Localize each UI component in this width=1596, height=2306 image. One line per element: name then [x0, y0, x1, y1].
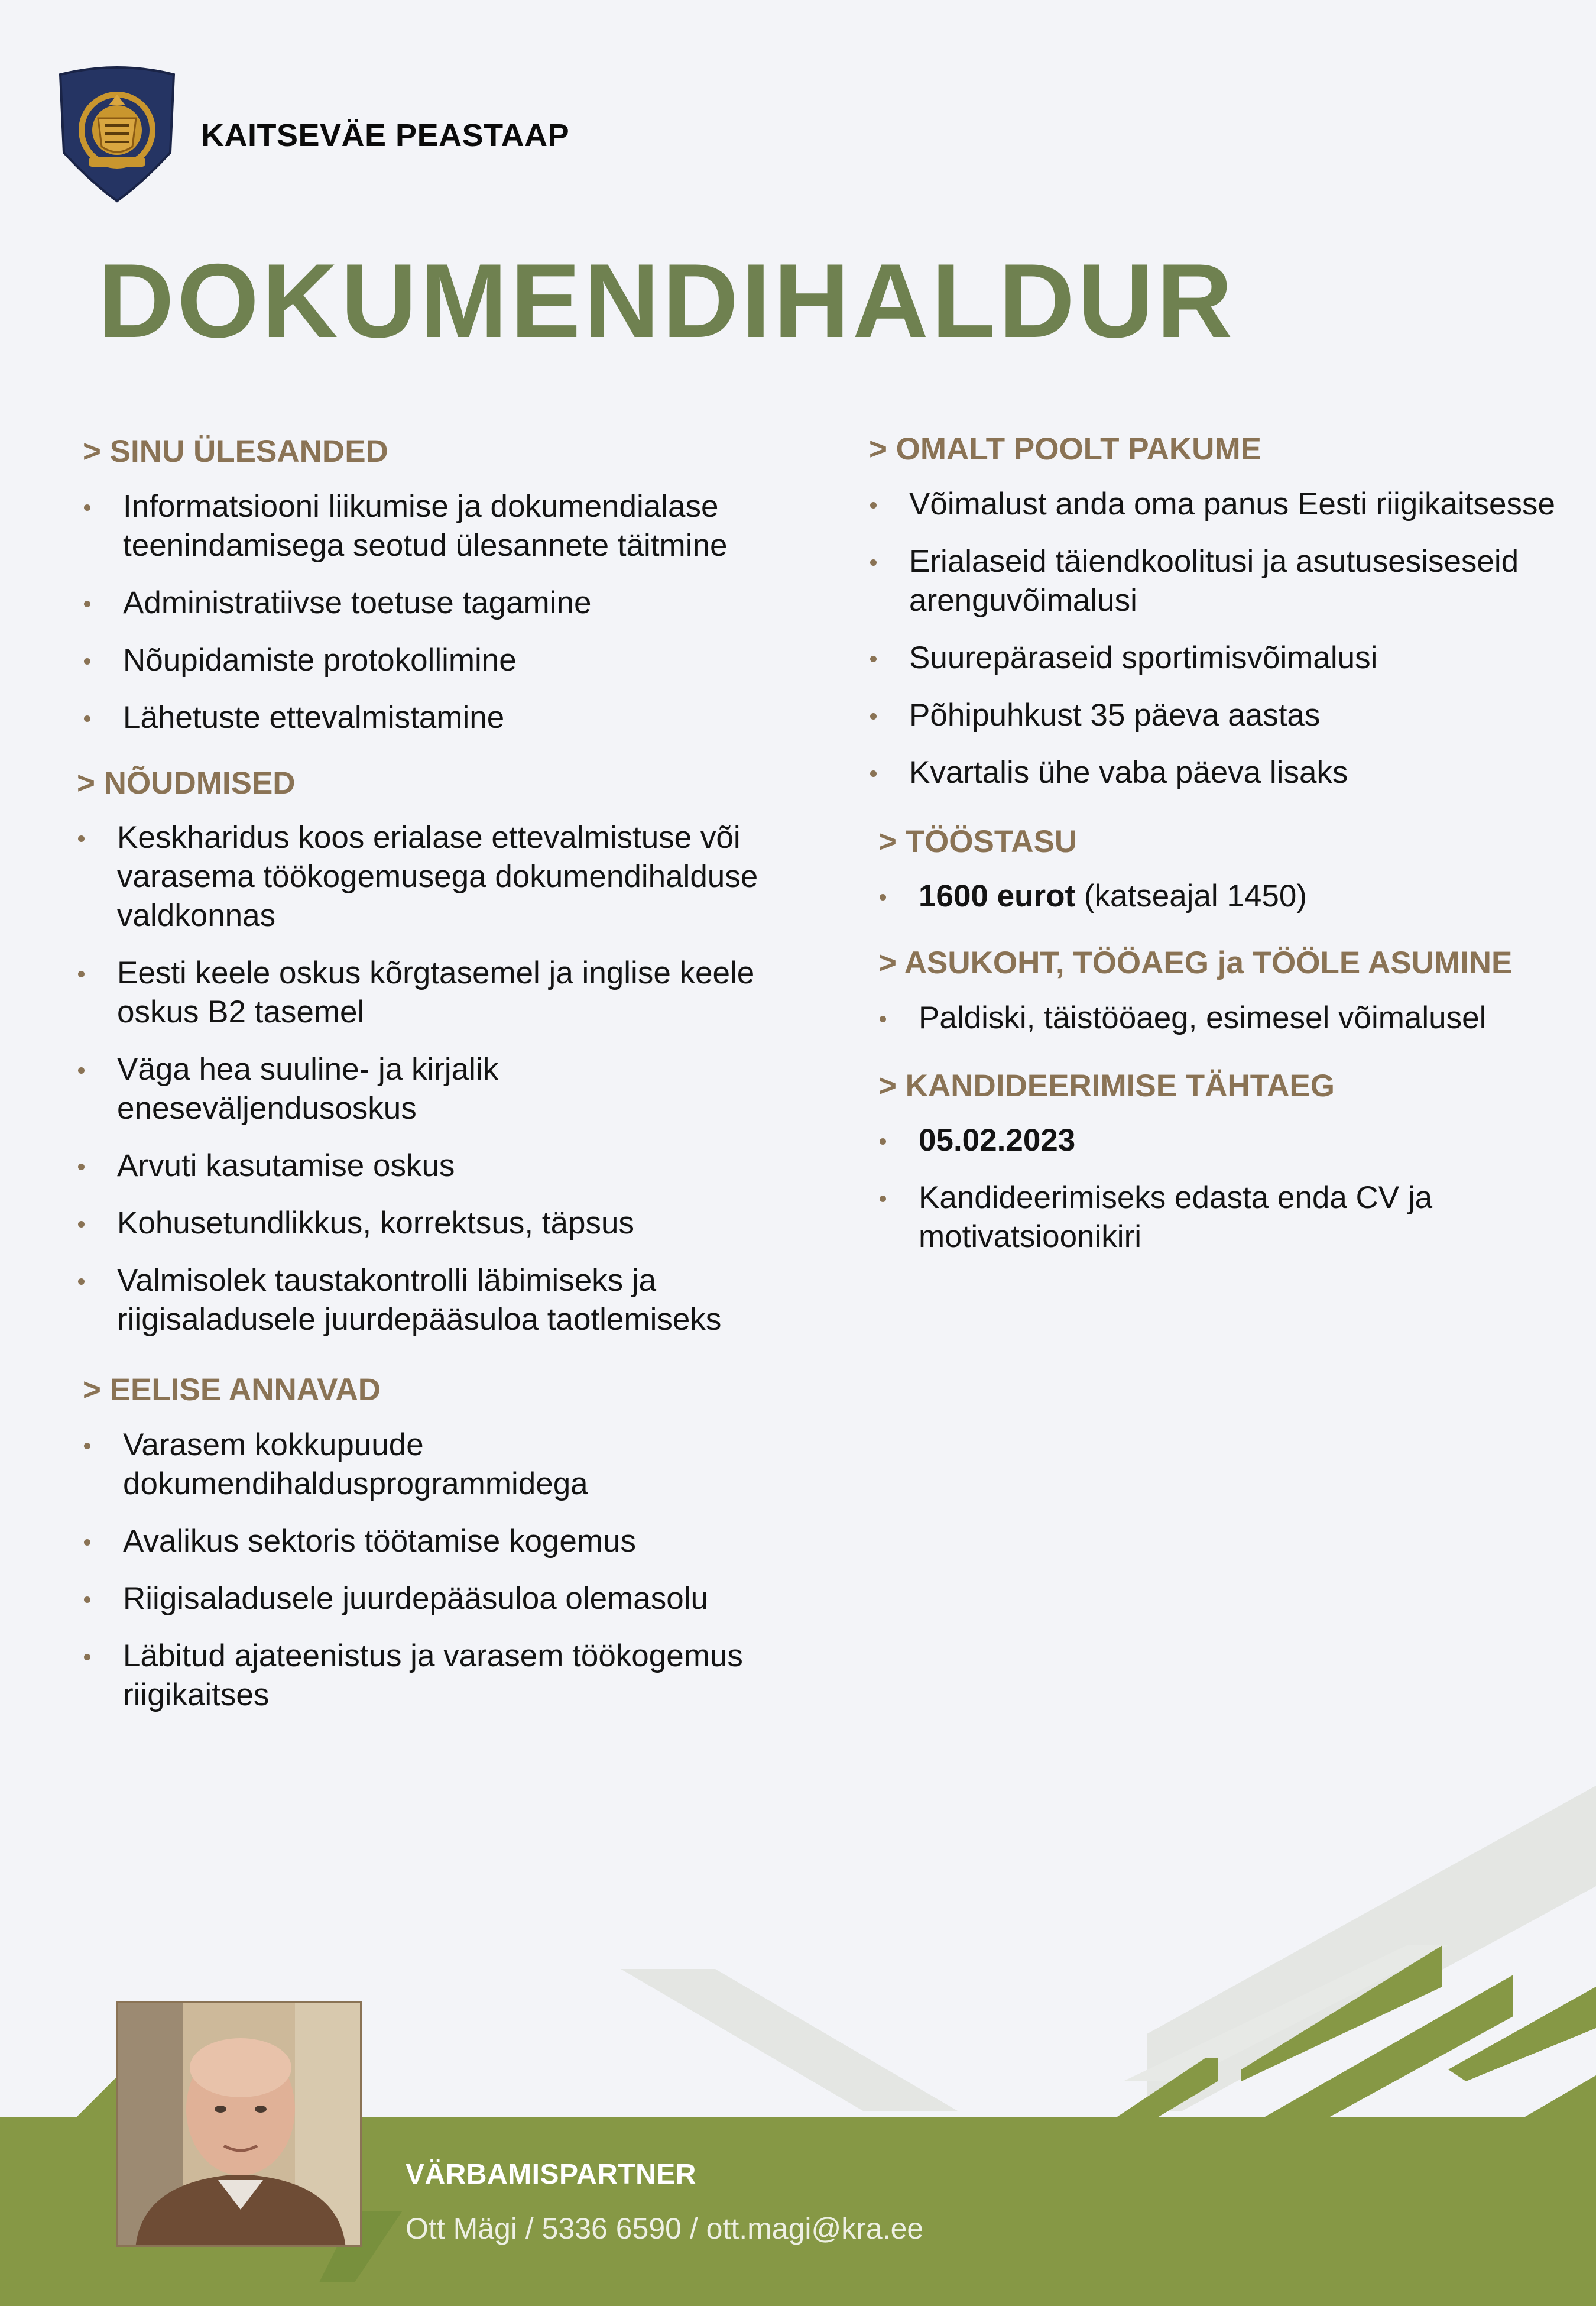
- list-item: Valmisolek taustakontrolli läbimiseks ja riigisaladusele juurdepääsuloa taotlemiseks: [70, 1261, 803, 1339]
- list-item: Läbitud ajateenistus ja varasem töökogemus riigikaitses: [76, 1637, 803, 1715]
- requirements-heading: > NÕUDMISED: [77, 765, 296, 801]
- location-heading: > ASUKOHT, TÖÖAEG ja TÖÖLE ASUMINE: [878, 945, 1513, 981]
- list-item: Kohusetundlikkus, korrektsus, täpsus: [70, 1204, 803, 1243]
- list-item: Võimalust anda oma panus Eesti riigikaitsesse: [862, 485, 1571, 524]
- advantages-section: [70, 1371, 803, 1715]
- recruiter-photo: [116, 2001, 362, 2247]
- list-item: Arvuti kasutamise oskus: [70, 1146, 803, 1186]
- right-column: [862, 430, 1571, 1275]
- list-item: Administratiivse toetuse tagamine: [76, 584, 803, 623]
- location-section: [862, 944, 1571, 1038]
- list-item: Kvartalis ühe vaba päeva lisaks: [862, 753, 1571, 792]
- deadline-list: [871, 1121, 1571, 1256]
- recruiter-contact: Ott Mägi / 5336 6590 / ott.magi@kra.ee: [406, 2212, 924, 2245]
- salary-section: [862, 823, 1571, 916]
- recruiter-label: VÄRBAMISPARTNER: [406, 2159, 696, 2190]
- offer-list: [862, 485, 1571, 792]
- advantages-heading: > EELISE ANNAVAD: [83, 1372, 381, 1408]
- offer-heading: > OMALT POOLT PAKUME: [869, 432, 1261, 467]
- page-title: DOKUMENDIHALDUR: [98, 242, 1236, 359]
- deadline-heading: > KANDIDEERIMISE TÄHTAEG: [878, 1068, 1335, 1103]
- list-item: Keskharidus koos erialase ettevalmistuse või varasema töökogemusega dokumendihalduse valdkonnas: [70, 818, 803, 935]
- list-item: Riigisaladusele juurdepääsuloa olemasolu: [76, 1579, 803, 1618]
- application-instruction: Kandideerimiseks edasta enda CV ja motivatsioonikiri: [871, 1178, 1571, 1256]
- emblem-logo: [54, 64, 180, 203]
- list-item: Lähetuste ettevalmistamine: [76, 698, 803, 737]
- list-item: Nõupidamiste protokollimine: [76, 641, 803, 680]
- salary-list: [871, 877, 1571, 916]
- duties-heading: > SINU ÜLESANDED: [83, 434, 388, 469]
- list-item: Väga hea suuline- ja kirjalik eneseväljendusoskus: [70, 1050, 803, 1128]
- person-portrait-icon: [118, 2003, 362, 2247]
- list-item: Põhipuhkust 35 päeva aastas: [862, 696, 1571, 735]
- list-item: Suurepäraseid sportimisvõimalusi: [862, 639, 1571, 678]
- list-item: Varasem kokkupuude dokumendihaldusprogrammidega: [76, 1426, 803, 1504]
- list-item: Eesti keele oskus kõrgtasemel ja inglise keele oskus B2 tasemel: [70, 954, 803, 1032]
- advantages-list: [76, 1426, 803, 1715]
- salary-heading: > TÖÖSTASU: [878, 824, 1078, 859]
- deadline-date: 05.02.2023: [871, 1121, 1571, 1160]
- offer-section: [862, 430, 1571, 792]
- list-item: Avalikus sektoris töötamise kogemus: [76, 1522, 803, 1561]
- salary-item: [871, 877, 1571, 916]
- list-item: Informatsiooni liikumise ja dokumendialase teenindamisega seotud ülesannete täitmine: [76, 487, 803, 565]
- requirements-section: [70, 765, 803, 1340]
- list-item: Paldiski, täistööaeg, esimesel võimalusel: [871, 999, 1571, 1038]
- list-item: Erialaseid täiendkoolitusi ja asutusesiseseid arenguvõimalusi: [862, 542, 1571, 620]
- duties-section: [70, 433, 803, 737]
- salary-note: (katseajal 1450): [1075, 879, 1307, 914]
- left-column: [70, 433, 803, 1733]
- requirements-list: [70, 818, 803, 1339]
- location-list: [871, 999, 1571, 1038]
- organization-name: KAITSEVÄE PEASTAAP: [201, 118, 570, 153]
- salary-amount: 1600 eurot: [919, 879, 1076, 914]
- deadline-section: [862, 1067, 1571, 1257]
- duties-list: [76, 487, 803, 737]
